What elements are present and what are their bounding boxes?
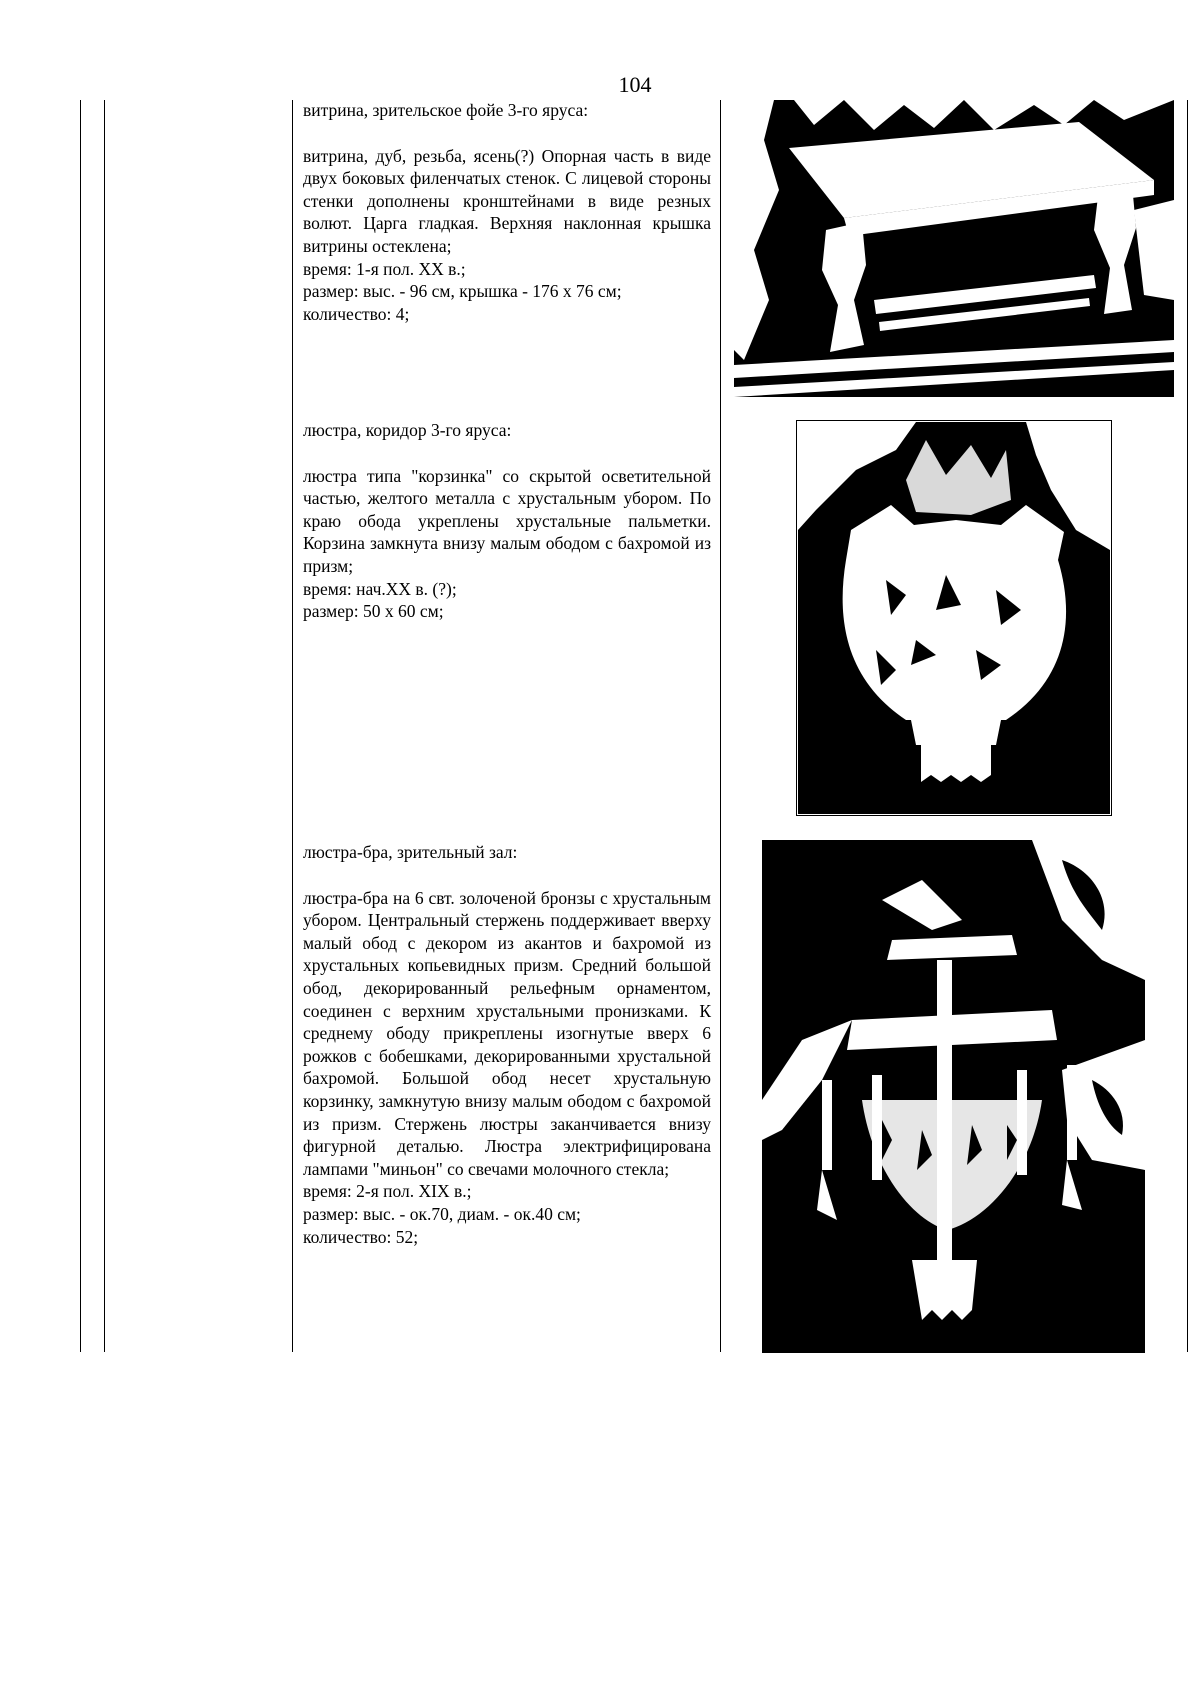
entry-description: люстра-бра на 6 свт. золоченой бронзы с хрустальным убором. Центральный стержень поддерживает вверху малый обод с декором из акантов и бахромой из хрустальных копьевидных призм. Средний большой обод, декорированный рельефным орнаментом, соединен с верхним хрустальными пронизками. К среднему ободу прикреплены изогнутые вверх 6 рожков с бобешками, декорированными хрустальной бахромой. Большой обод несет хрустальную корзинку, замкнутую внизу малым ободом с бахромой из призм. Стержень люстры заканчивается внизу фигурной деталью. Люстра электрифицирована лампами "миньон" со свечами молочного стекла; xyxy=(303,887,711,1179)
entry-size: размер: выс. - ок.70, диам. - ок.40 см; xyxy=(303,1203,581,1224)
table-border-right xyxy=(1187,100,1188,1352)
entry-quantity: количество: 4; xyxy=(303,303,410,324)
page-number: 104 xyxy=(618,72,652,97)
entry-time: время: нач.XX в. (?); xyxy=(303,578,457,599)
table-column-divider xyxy=(720,100,721,1352)
entry-size: размер: выс. - 96 см, крышка - 176 х 76 см; xyxy=(303,281,622,302)
catalog-entry xyxy=(303,841,711,1248)
table-border-left-outer xyxy=(80,100,81,1352)
wall-chandelier-photo xyxy=(762,840,1145,1353)
entry-heading: люстра, коридор 3-го яруса: xyxy=(303,420,512,440)
entry-quantity: количество: 52; xyxy=(303,1226,419,1247)
entry-description: витрина, дуб, резьба, ясень(?) Опорная часть в виде двух боковых филенчатых стенок. С лицевой стороны стенки дополнены кронштейнами в виде резных волют. Царга гладкая. Верхняя наклонная крышка витрины остеклена; xyxy=(303,145,711,256)
entry-heading: витрина, зрительское фойе 3-го яруса: xyxy=(303,100,589,120)
entry-time: время: 1-я пол. XX в.; xyxy=(303,258,466,279)
catalog-entry xyxy=(303,419,711,623)
basket-chandelier-photo xyxy=(796,420,1112,816)
entry-heading: люстра-бра, зрительный зал: xyxy=(303,842,518,862)
catalog-entry xyxy=(303,99,711,325)
entry-description: люстра типа "корзинка" со скрытой осветительной частью, желтого металла с хрустальным убором. По краю обода укреплены хрустальные пальметки. Корзина замкнута внизу малым ободом с бахромой из призм; xyxy=(303,465,711,576)
table-column-divider xyxy=(292,100,293,1352)
entry-size: размер: 50 х 60 см; xyxy=(303,601,444,622)
display-case-photo xyxy=(734,100,1174,397)
entry-time: время: 2-я пол. XIX в.; xyxy=(303,1181,472,1202)
table-border-left-inner xyxy=(104,100,105,1352)
